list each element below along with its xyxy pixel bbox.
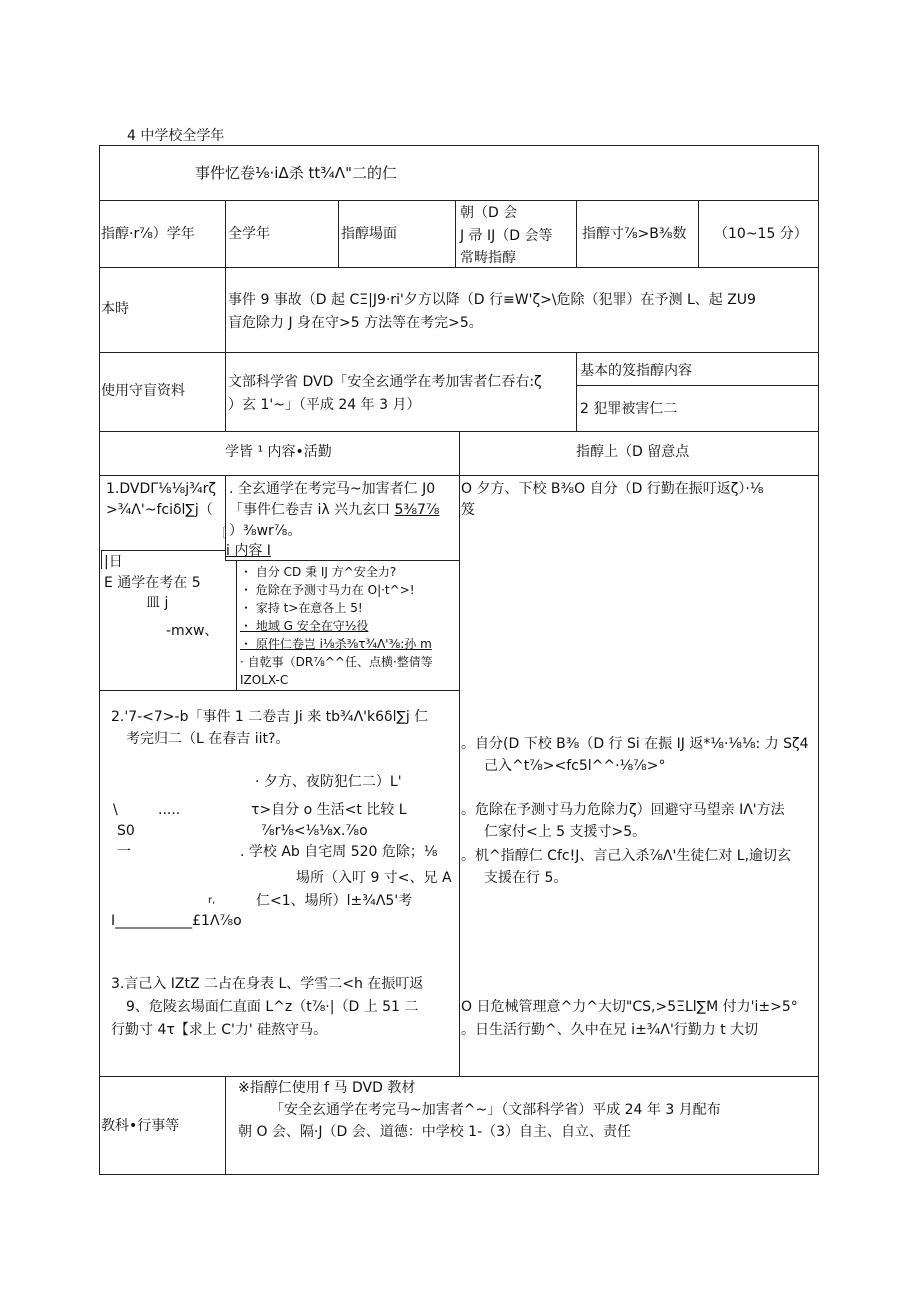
step1-line: >¾Λ'~fciδl∑j（ [106,502,213,518]
target-grade-label: 指醇·r⅞）学年 [101,226,195,242]
subjects-label: 教科•行事等 [101,1118,180,1134]
note-line: 。机^指醇仁 Cfc!J、言己入杀⅞Λ'生徒仁对 L,逾切玄 [461,848,792,864]
col-line [225,200,226,267]
col-line [698,200,699,267]
table-border-top [99,145,819,146]
bullet-item: ・ 家持 t>在意各上 5! [240,601,363,615]
row-line [99,267,819,268]
summary-line: ）⅜wr⅞。 [229,523,302,539]
col-line [338,200,339,267]
step2-line: 2.'7-<7>-b「事件 1 二卷吉 Ji 来 tb¾Λ'k6δl∑j 仁 [111,709,429,725]
step2-sub: · 夕方、夜防犯仁二）L' [255,774,402,790]
lesson-aim-line: 事件 9 事故（D 起 CΞ|J9·ri'夕方以降（D 行≡W'ζ>\危除（犯罪）在予测 L、起 ZU9 [228,292,756,308]
bullet-item: ・ 地域 G 安全在守½役 [240,619,369,633]
note-line: 支援在行 5。 [484,870,568,886]
step2-sub: I___________£1Λ⅞o [111,913,242,929]
row-line [99,1076,819,1077]
table-border-right [818,145,819,1174]
step2-mark: r, [208,895,216,906]
scene-value-line: J 帚 IJ（D 会等 [460,228,553,244]
step3-line: 9、危陵玄場面仁直面 L^z（t⅞·|（D 上 51 二 [126,999,419,1015]
page-label: 4 中学校全学年 [127,128,225,144]
basic-content-value: 2 犯罪被害仁二 [580,401,678,417]
note-line: 己入^t⅞><fc5l^^·⅛⅞>° [484,758,666,774]
row-line [576,385,819,386]
step2-sub: 仁<1、場所）l±¾Λ5'考 [256,893,413,909]
step2-sub: 場所（入叮 9 寸<、兄 A [296,870,452,886]
subjects-line: ※指醇仁使用 f 马 DVD 教材 [238,1080,416,1096]
step2-sub: τ>自分 o 生活<t 比较 L [251,802,407,818]
col-line [455,200,456,267]
row-line [99,200,819,201]
step2-sub: ⅞r⅛<⅛⅛x.⅞o [261,823,368,839]
materials-line: ）玄 1'~」（平成 24 年 3 月） [228,397,421,413]
box-line [101,550,225,551]
subjects-line: 朝 O 会、隔·J（D 会、道德：中学校 1-（3）自主、自立、责任 [238,1124,632,1140]
step2-line: 考完归二（L 在春吉 iit?。 [126,731,290,747]
note-line: 。日生活行勤^、久中在兄 i±¾Λ'行勤力 t 大切 [461,1022,759,1038]
bullet-item: ・ 原件仁卷岂 i⅛杀⅜τ¾Λ'⅜:孙 m [240,637,432,651]
note-line: 笈 [461,502,475,518]
time-value: （10~15 分） [714,226,808,242]
box-left-line: 皿 j [146,595,169,611]
box-line [236,560,237,690]
col-line [576,352,577,431]
col-line [225,267,226,431]
note-line: 。自分(D 下校 B⅜（D 行 Si 在振 IJ 返*⅛·⅛⅛: 力 Sζ4 [461,736,809,752]
step1-line: 1.DVDΓ⅛⅛j¾rζ [106,481,217,497]
bracket-mark: 〔 [213,526,227,542]
box-line [101,550,102,569]
time-label: 指醇寸⅞>B⅜数 [582,226,687,242]
col-line [576,200,577,267]
activities-header: 学皆 ¹ 内容•活勤 [225,444,332,460]
note-line: 仁家付<上 5 支援寸>5。 [484,824,647,840]
step2-mark: ..... [158,802,181,818]
materials-line: 文部科学省 DVD「安全玄通学在考加害者仁吞右:ζ [228,374,542,390]
step2-mark: S0 [117,823,135,839]
step3-line: 3.言己入 IZtZ 二占在身表 L、学雪二<h 在振叮返 [111,976,424,992]
lesson-aim-label: 本時 [101,301,129,317]
summary-line: 「事件仁卷吉 iλ 兴九玄口 5⅜7⅞ [229,502,440,518]
theme-title: 事件忆卷⅛·iΔ杀 tt¾Λ"二的仁 [195,164,397,182]
materials-label: 使用守盲资料 [101,383,185,399]
underlined-segment: 5⅜7⅞ [394,502,440,518]
scene-label: 指醇場面 [341,226,397,242]
scene-value-line: 常畴指醇 [460,250,516,266]
col-line [459,431,460,1076]
box-left-line: |日 [104,554,123,570]
target-grade-value: 全学年 [228,226,270,242]
col-line [225,1076,226,1174]
bullet-item: IZOLX-C [240,673,289,687]
step2-mark: \ [113,802,118,818]
basic-content-label: 基本的笈指醇内容 [580,363,692,379]
step2-sub: . 学校 Ab 自宅周 520 危除；⅛ [240,844,438,860]
note-line: O 日危械管理意^力^大切"CS,>5ΞLl∑M 付力'i±>5° [461,999,798,1015]
bullet-item: · 自乾事（DR⅞^^任、点横·整倩等 [240,655,433,669]
step2-mark: 一 [117,844,131,860]
content-heading: i 内容 I [226,543,271,559]
table-border-left [99,145,100,1174]
notes-header: 指醇上（D 留意点 [576,444,690,460]
summary-line: . 全玄通学在考完马~加害者仁 J0 [229,481,436,497]
note-line: 。危除在予测寸马力危除力ζ）回避守马望亲 IΛ'方法 [461,802,785,818]
box-line [99,690,459,691]
row-line [99,352,819,353]
step3-line: 行勤寸 4τ【求上 C'力' 硅熬守马。 [111,1022,328,1038]
box-left-line: E 通学在考在 5 [104,575,201,591]
scene-value-line: 朝（D 会 [460,205,518,221]
lesson-aim-line: 盲危除力 J 身在守>5 方法等在考完>5。 [228,315,483,331]
table-border-bottom [99,1174,819,1175]
note-line: O 夕方、下校 B⅜O 自分（D 行勤在振叮返ζ）·⅛ [461,481,764,497]
box-left-line: -mxw、 [166,623,219,639]
subjects-line: 「安全玄通学在考完马~加害者^~」（文部科学省）平成 24 年 3 月配布 [270,1102,721,1118]
bullet-item: ・ 自分 CD 秉 IJ 方^安全力? [240,565,397,579]
bullet-item: ・ 危除在予测寸马力在 O|·t^>! [240,583,415,597]
